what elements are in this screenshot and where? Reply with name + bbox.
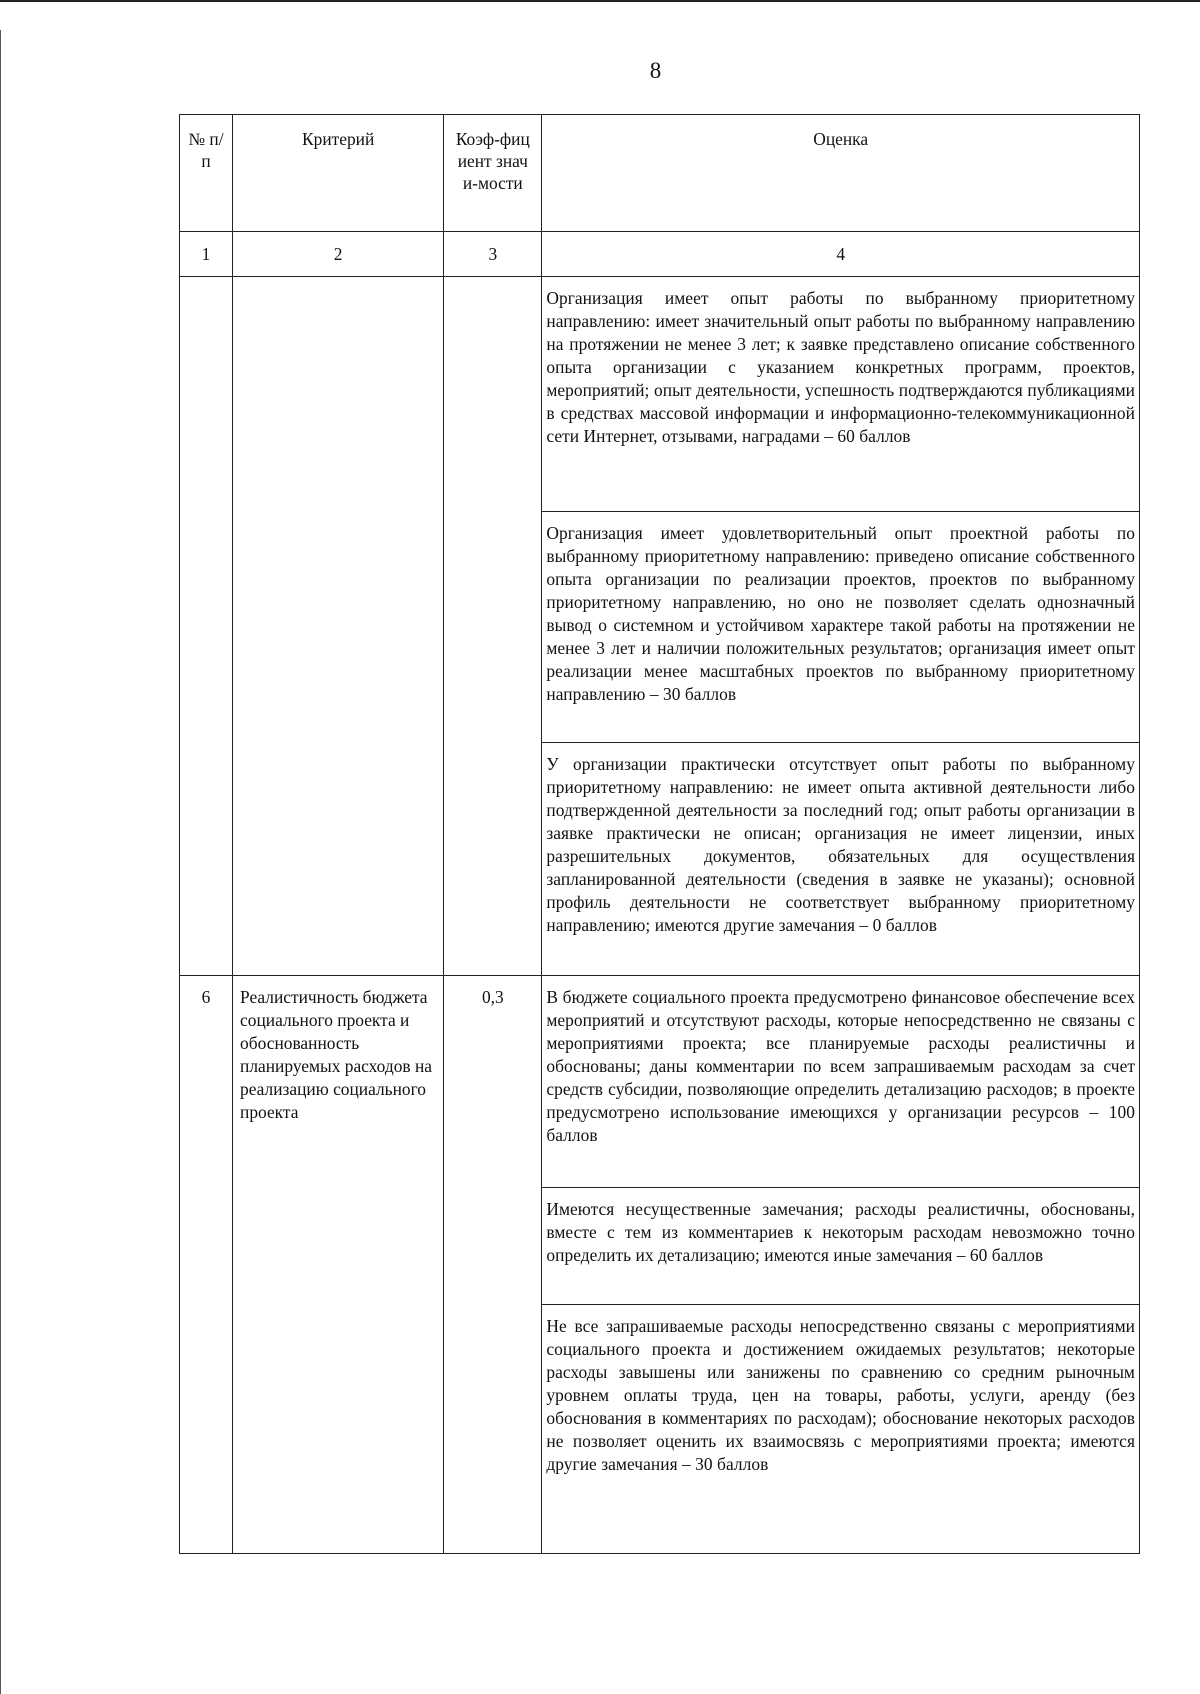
page-number: 8 bbox=[649, 58, 662, 83]
score-text: Имеются несущественные замечания; расходы реалистичны, обоснованы, вместе с тем из комментариев к некоторым расходам невозможно точно определить их детализацию; имеются иные замечания – 60 баллов bbox=[546, 1199, 1135, 1265]
score-cell bbox=[542, 743, 1140, 976]
criteria-table bbox=[179, 114, 1140, 1554]
scan-left-edge bbox=[0, 30, 1, 1694]
column-number: 1 bbox=[180, 232, 233, 277]
row-criterion-cell: Реалистичность бюджета социального проекта и обоснованность планируемых расходов на реализацию социального проекта bbox=[233, 976, 444, 1554]
score-cell bbox=[542, 1305, 1140, 1554]
row-num-cell bbox=[180, 277, 233, 976]
score-text: В бюджете социального проекта предусмотрено финансовое обеспечение всех мероприятий и отсутствуют расходы, которые непосредственно не связаны с мероприятиями проекта; все планируемые расходы реалистичны и обоснованы; даны комментарии по всем запрашиваемым расходам за счет средств субсидии, позволяющие определить детализацию расходов; в проекте предусмотрено использование имеющихся у организации ресурсов – 100 баллов bbox=[546, 987, 1135, 1145]
score-cell bbox=[542, 512, 1140, 743]
row-coefficient-cell: 0,3 bbox=[444, 976, 542, 1554]
header-criterion: Критерий bbox=[233, 115, 444, 232]
row-num-cell: 6 bbox=[180, 976, 233, 1554]
table-row bbox=[180, 976, 1140, 1188]
score-cell bbox=[542, 976, 1140, 1188]
column-number: 2 bbox=[233, 232, 444, 277]
header-score: Оценка bbox=[542, 115, 1140, 232]
table-header-row bbox=[180, 115, 1140, 232]
header-num: № п/п bbox=[180, 115, 233, 232]
row-coefficient-cell bbox=[444, 277, 542, 976]
score-text: У организации практически отсутствует опыт работы по выбранному приоритетному направлению: не имеет опыта активной деятельности либо подтвержденной деятельности за последний год; опыт работы организации в заявке практически не описан; организация не имеет лицензии, иных разрешительных документов, обязательных для осуществления запланированной деятельности (сведения в заявке не указаны); основной профиль деятельности не соответствует выбранному приоритетному направлению; имеются другие замечания – 0 баллов bbox=[546, 754, 1135, 935]
score-text: Не все запрашиваемые расходы непосредственно связаны с мероприятиями социального проекта и достижением ожидаемых результатов; некоторые расходы завышены или занижены по сравнению со средним рыночным уровнем оплаты труда, цен на товары, работы, услуги, аренду (без обоснования в комментариях по расходам); обоснование некоторых расходов не позволяет оценить их взаимосвязь с мероприятиями проекта; имеются другие замечания – 30 баллов bbox=[546, 1316, 1135, 1474]
row-criterion-cell bbox=[233, 277, 444, 976]
table-row bbox=[180, 277, 1140, 512]
column-number: 4 bbox=[542, 232, 1140, 277]
score-text: Организация имеет удовлетворительный опыт проектной работы по выбранному приоритетному направлению: приведено описание собственного опыта организации по реализации проектов, проектов по выбранному приоритетному направлению, но оно не позволяет сделать однозначный вывод о системном и устойчивом характере такой работы на протяжении не менее 3 лет и наличии положительных результатов; организация имеет опыт реализации менее масштабных проектов по выбранному приоритетному направлению – 30 баллов bbox=[546, 523, 1135, 704]
score-cell bbox=[542, 277, 1140, 512]
score-text: Организация имеет опыт работы по выбранному приоритетному направлению: имеет значительный опыт работы по выбранному направлению на протяжении не менее 3 лет; к заявке представлено описание собственного опыта организации с указанием конкретных программ, проектов, мероприятий; опыт деятельности, успешность подтверждаются публикациями в средствах массовой информации и информационно-телекоммуникационной сети Интернет, отзывами, наградами – 60 баллов bbox=[546, 288, 1135, 446]
column-number-row bbox=[180, 232, 1140, 277]
header-coefficient: Коэф-фициент значи-мости bbox=[444, 115, 542, 232]
score-cell bbox=[542, 1188, 1140, 1305]
scan-top-edge bbox=[0, 0, 1200, 2]
column-number: 3 bbox=[444, 232, 542, 277]
